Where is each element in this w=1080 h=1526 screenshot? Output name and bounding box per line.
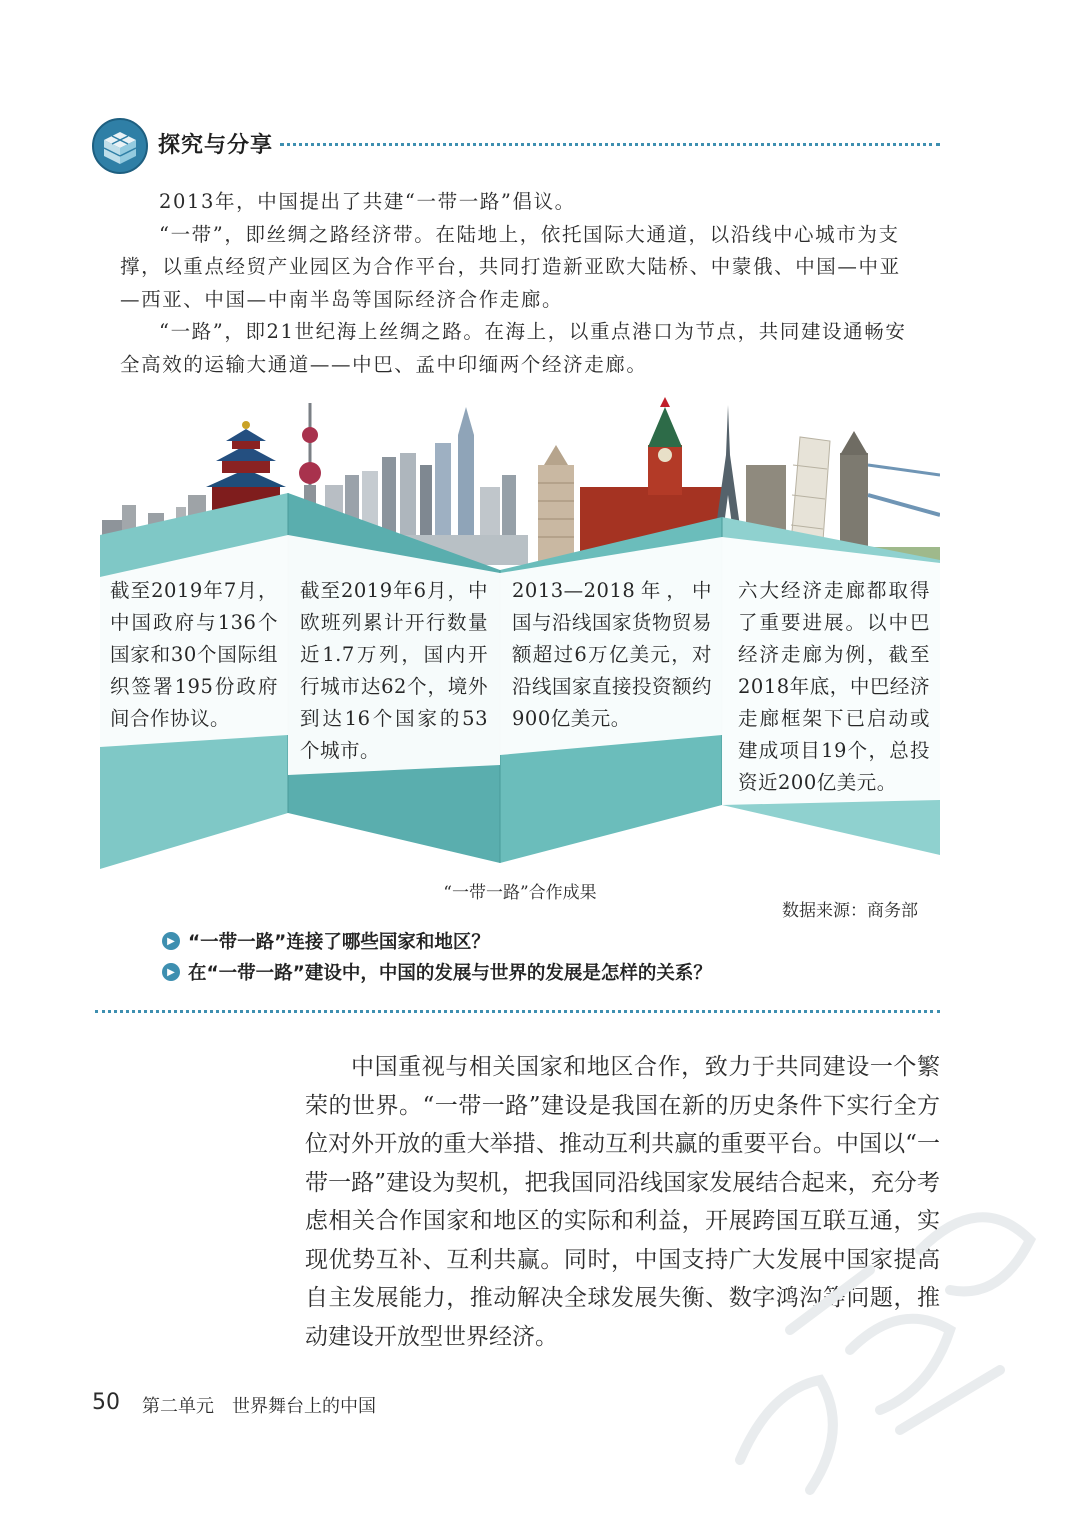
question-2-text: 在“一带一路”建设中，中国的发展与世界的发展是怎样的关系？ — [188, 963, 712, 984]
intro-paragraph-2: “一带”，即丝绸之路经济带。在陆地上，依托国际大通道，以沿线中心城市为支撑，以重点经贸产业园区为合作平台，共同打造新亚欧大陆桥、中蒙俄、中国—中亚—西亚、中国—中南半岛等国际经济合作走廊。 — [120, 222, 901, 311]
section-divider — [95, 1010, 940, 1013]
page-number: 50 — [92, 1390, 120, 1415]
intro-text — [120, 186, 920, 381]
question-1-text: “一带一路”连接了哪些国家和地区？ — [188, 932, 490, 953]
watermark-graphic — [700, 1130, 1060, 1510]
main-paragraph: 中国重视与相关国家和地区合作，致力于共同建设一个繁荣的世界。“一带一路”建设是我国在新的历史条件下实行全方位对外开放的重大举措、推动互利共赢的重要平台。中国以“一带一路”建设为契机，把我国同沿线国家发展结合起来，充分考虑相关合作国家和地区的实际和利益，开展跨国互联互通，实现优势互补、互利共赢。同时，中国支持广大发展中国家提高自主发展能力，推动解决全球发展失衡、数字鸿沟等问题，推动建设开放型世界经济。 — [305, 1054, 940, 1350]
section-title: 探究与分享 — [158, 133, 274, 158]
panel-text-economic-corridors: 六大经济走廊都取得了重要进展。以中巴经济走廊为例，截至2018年底，中巴经济走廊框架下已启动或建成项目19个，总投资近200亿美元。 — [738, 579, 930, 794]
panel-text-china-europe-railway: 截至2019年6月，中欧班列累计开行数量近1.7万列，国内开行城市达62个，境外到达16个国家的53个城市。 — [300, 579, 488, 762]
intro-paragraph-1: 2013年，中国提出了共建“一带一路”倡议。 — [159, 190, 576, 213]
question-1 — [162, 928, 490, 954]
arrow-bullet-icon: ▶ — [162, 932, 180, 950]
header-divider — [280, 143, 940, 146]
data-source: 数据来源：商务部 — [782, 901, 918, 921]
cube-puzzle-icon — [92, 118, 148, 174]
panel-text-agreements: 截至2019年7月，中国政府与136个国家和30个国际组织签署195份政府间合作协议。 — [110, 579, 278, 730]
panel-text-trade-investment: 2013—2018年，中国与沿线国家货物贸易额超过6万亿美元，对沿线国家直接投资额约900亿美元。 — [512, 579, 713, 730]
unit-title: 第二单元 世界舞台上的中国 — [142, 1396, 376, 1417]
intro-paragraph-3: “一路”，即21世纪海上丝绸之路。在海上，以重点港口为节点，共同建设通畅安全高效的运输大通道——中巴、孟中印缅两个经济走廊。 — [120, 320, 907, 376]
figure-caption: “一带一路”合作成果 — [443, 883, 597, 903]
arrow-bullet-icon: ▶ — [162, 963, 180, 981]
question-2 — [162, 959, 712, 985]
